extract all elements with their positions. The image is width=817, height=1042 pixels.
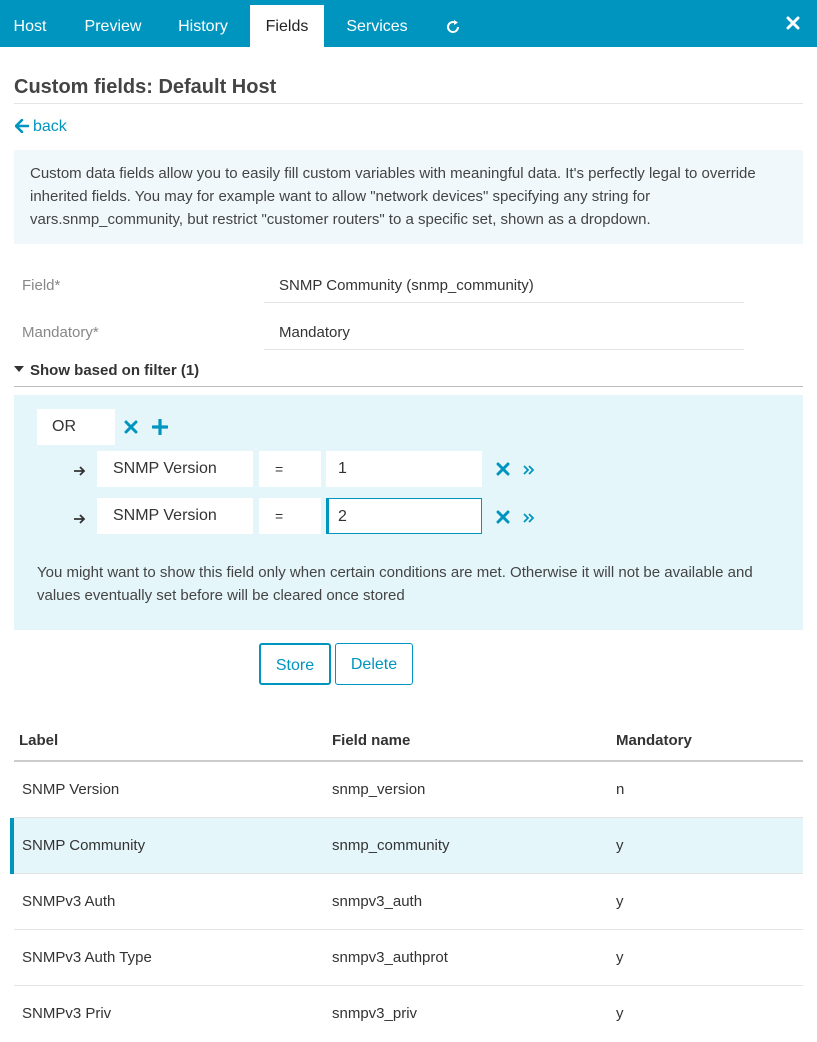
table-row[interactable] <box>14 930 803 986</box>
filter-toggle[interactable] <box>14 362 199 379</box>
column-header-label[interactable]: Label <box>19 732 59 749</box>
filter-heading: Show based on filter (1) <box>30 362 200 379</box>
column-header-field-name[interactable]: Field name <box>332 732 411 749</box>
filter-value-input[interactable]: 2 <box>326 498 482 534</box>
row-label: SNMPv3 Priv <box>22 1005 112 1022</box>
store-button[interactable]: Store <box>259 643 331 685</box>
back-label: back <box>33 118 67 135</box>
filter-operator-select[interactable]: OR <box>37 409 115 445</box>
tab-services[interactable]: Services <box>346 18 408 35</box>
info-text: Custom data fields allow you to easily fill custom variables with meaningful data. It's perfectly legal to override inherited fields. You may for example want to allow "network devices" specifying any string for vars.snmp_community, but restrict "customer routers" to a specific set, shown as a dropdown. <box>30 165 756 228</box>
row-field-name: snmpv3_priv <box>332 1005 418 1022</box>
tab-host[interactable]: Host <box>13 18 47 35</box>
row-label: SNMPv3 Auth Type <box>22 949 152 966</box>
table-row[interactable] <box>14 986 803 1042</box>
field-divider <box>264 302 744 303</box>
mandatory-divider <box>264 349 744 350</box>
row-mandatory: y <box>616 949 624 966</box>
row-field-name: snmp_version <box>332 781 426 798</box>
mandatory-label: Mandatory* <box>22 324 99 341</box>
filter-editor <box>14 395 803 630</box>
row-mandatory: n <box>616 781 625 798</box>
remove-filter-icon[interactable] <box>496 462 510 481</box>
field-label: Field* <box>22 277 61 294</box>
row-label: SNMPv3 Auth <box>22 893 116 910</box>
expand-filter-icon[interactable] <box>523 463 535 481</box>
table-row-selected[interactable] <box>14 818 803 874</box>
tab-fields[interactable]: Fields <box>250 5 324 47</box>
title-divider <box>14 103 803 104</box>
row-label: SNMP Version <box>22 781 120 798</box>
filter-column-select[interactable]: SNMP Version <box>97 451 253 487</box>
tab-history[interactable]: History <box>178 18 228 35</box>
back-link[interactable] <box>15 118 67 136</box>
table-row[interactable] <box>14 874 803 930</box>
field-select[interactable]: SNMP Community (snmp_community) <box>279 277 534 294</box>
column-header-mandatory[interactable]: Mandatory <box>616 732 692 749</box>
row-field-name: snmpv3_auth <box>332 893 423 910</box>
filter-value-input[interactable]: 1 <box>326 451 482 487</box>
filter-divider <box>14 386 803 387</box>
caret-down-icon <box>14 366 24 374</box>
filter-sign-select[interactable]: = <box>259 498 321 534</box>
row-mandatory: y <box>616 837 624 854</box>
row-label: SNMP Community <box>22 837 146 854</box>
arrow-left-icon <box>15 119 29 133</box>
remove-filter-icon[interactable] <box>496 510 510 529</box>
tab-preview[interactable]: Preview <box>84 18 142 35</box>
filter-sign-select[interactable]: = <box>259 451 321 487</box>
add-filter-icon[interactable] <box>152 419 168 440</box>
row-mandatory: y <box>616 1005 624 1022</box>
row-field-name: snmpv3_authprot <box>332 949 448 966</box>
arrow-right-icon <box>74 463 86 481</box>
remove-operator-icon[interactable] <box>124 420 138 439</box>
close-icon[interactable] <box>783 13 803 33</box>
filter-hint: You might want to show this field only when certain conditions are met. Otherwise it will not be available and values eventually set before will be cleared once stored <box>37 564 753 604</box>
arrow-right-icon <box>74 511 86 529</box>
mandatory-select[interactable]: Mandatory <box>279 324 350 341</box>
table-row[interactable] <box>14 762 803 818</box>
filter-column-select[interactable]: SNMP Version <box>97 498 253 534</box>
page-title: Custom fields: Default Host <box>14 76 277 98</box>
refresh-icon[interactable] <box>444 18 462 36</box>
tab-bar <box>0 0 817 47</box>
delete-button[interactable]: Delete <box>335 643 413 685</box>
row-field-name: snmp_community <box>332 837 450 854</box>
expand-filter-icon[interactable] <box>523 511 535 529</box>
row-mandatory: y <box>616 893 624 910</box>
info-box <box>14 150 803 244</box>
